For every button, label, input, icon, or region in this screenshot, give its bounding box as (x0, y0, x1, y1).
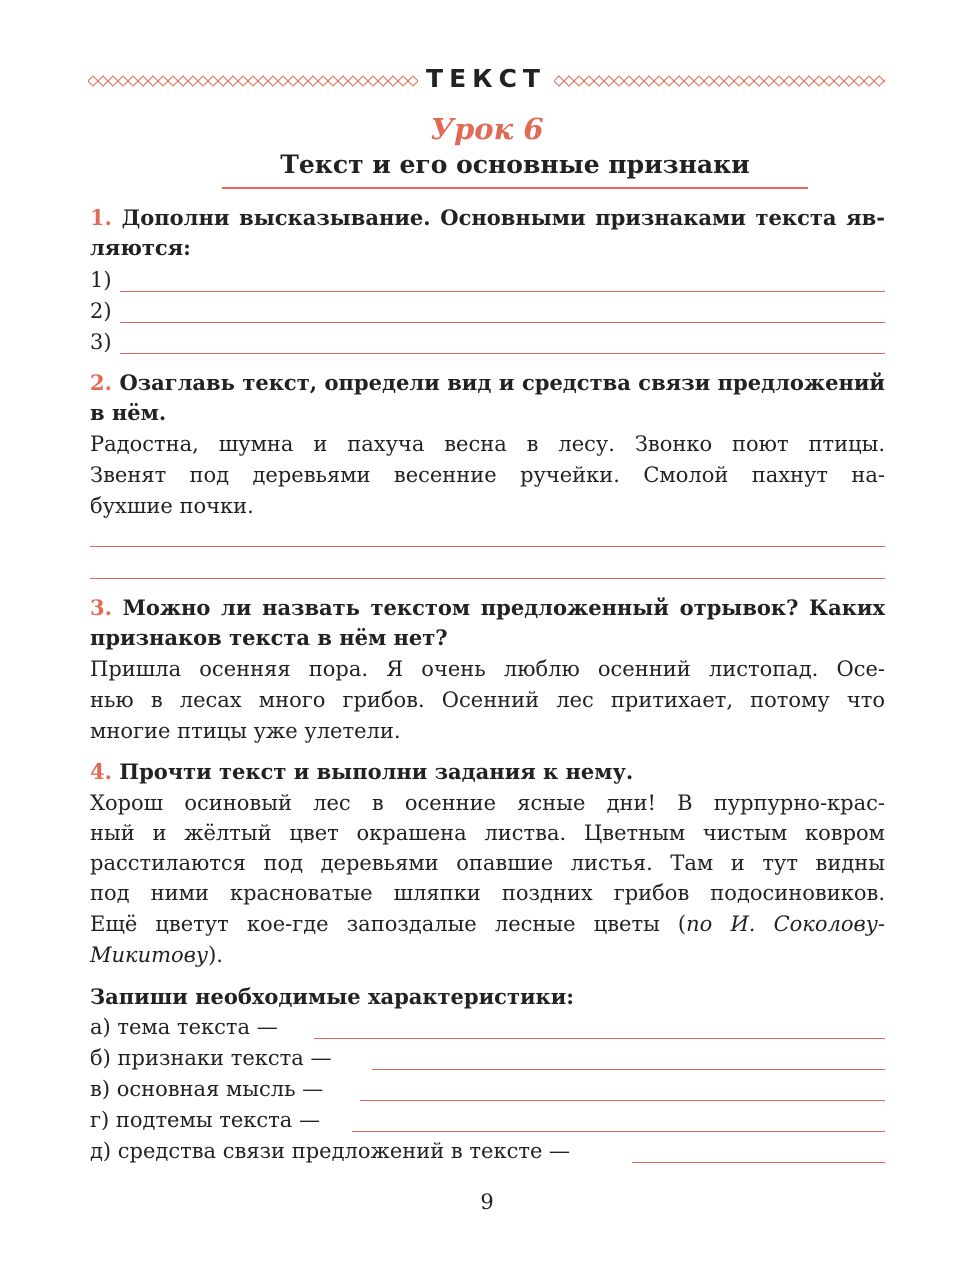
answer-line-c[interactable] (360, 1100, 885, 1101)
task4-text-line: под ними красноватые шляпки поздних грибов подосиновиков. (90, 881, 885, 905)
task3-heading: 3. Можно ли назвать текстом предложенный отрывок? Каких (90, 595, 885, 620)
task1-answer-line-2[interactable] (120, 322, 885, 323)
task1-answer-line-1[interactable] (120, 291, 885, 292)
page-number: 9 (480, 1190, 494, 1214)
task4-prompt: Запиши необходимые характеристики: (90, 984, 575, 1009)
characteristic-label-b: б) признаки текста — (90, 1046, 332, 1070)
task2-answer-line-1[interactable] (90, 546, 885, 547)
task3-heading-cont: признаков текста в нём нет? (90, 625, 448, 650)
task4-heading: 4. Прочти текст и выполни задания к нему. (90, 759, 634, 784)
ornament-right (554, 75, 885, 87)
characteristic-label-c: в) основная мысль — (90, 1077, 324, 1101)
task4-text-line: Хорош осиновый лес в осенние ясные дни! В пурпурно-крас- (90, 791, 885, 815)
task1-item-3-label: 3) (90, 330, 112, 354)
characteristic-label-d: г) подтемы текста — (90, 1108, 320, 1132)
task4-text-line: Микитову). (90, 943, 223, 967)
section-title: ТЕКСТ (426, 64, 546, 93)
task4-text-line: ный и жёлтый цвет окрашена листва. Цветным чистым ковром (90, 821, 885, 845)
task1-answer-line-3[interactable] (120, 353, 885, 354)
task1-heading: 1. Дополни высказывание. Основными признаками текста яв- (90, 205, 885, 230)
task1-heading-cont: ляются: (90, 235, 191, 260)
task2-answer-line-2[interactable] (90, 578, 885, 579)
answer-line-a[interactable] (314, 1038, 885, 1039)
task1-item-1-label: 1) (90, 268, 112, 292)
lesson-title: Текст и его основные признаки (280, 150, 750, 179)
task2-text-line: бухшие почки. (90, 494, 254, 518)
title-underline (222, 187, 808, 189)
task1-item-2-label: 2) (90, 299, 112, 323)
answer-line-b[interactable] (372, 1069, 885, 1070)
task2-text-line: Звенят под деревьями весенние ручейки. Смолой пахнут на- (90, 463, 885, 487)
characteristic-label-e: д) средства связи предложений в тексте — (90, 1139, 571, 1163)
characteristic-label-a: а) тема текста — (90, 1015, 278, 1039)
author-citation-cont: Микитову (90, 943, 209, 967)
task2-heading-cont: в нём. (90, 400, 167, 425)
task3-text-line: многие птицы уже улетели. (90, 719, 401, 743)
task2-heading: 2. Озаглавь текст, определи вид и средства связи предложений (90, 370, 885, 395)
task3-text-line: Пришла осенняя пора. Я очень люблю осенний листопад. Осе- (90, 657, 885, 681)
ornament-left (88, 75, 418, 87)
lesson-number: Урок 6 (430, 112, 544, 146)
task4-text-line: Ещё цветут кое-где запоздалые лесные цветы (по И. Соколову- (90, 912, 885, 936)
section-banner (88, 62, 885, 102)
task2-text-line: Радостна, шумна и пахуча весна в лесу. Звонко поют птицы. (90, 432, 885, 456)
task3-text-line: нью в лесах много грибов. Осенний лес притихает, потому что (90, 688, 885, 712)
answer-line-d[interactable] (352, 1131, 885, 1132)
answer-line-e[interactable] (632, 1162, 885, 1163)
task4-text-line: расстилаются под деревьями опавшие листья. Там и тут видны (90, 851, 885, 875)
author-citation: по И. Соколову- (686, 912, 885, 936)
